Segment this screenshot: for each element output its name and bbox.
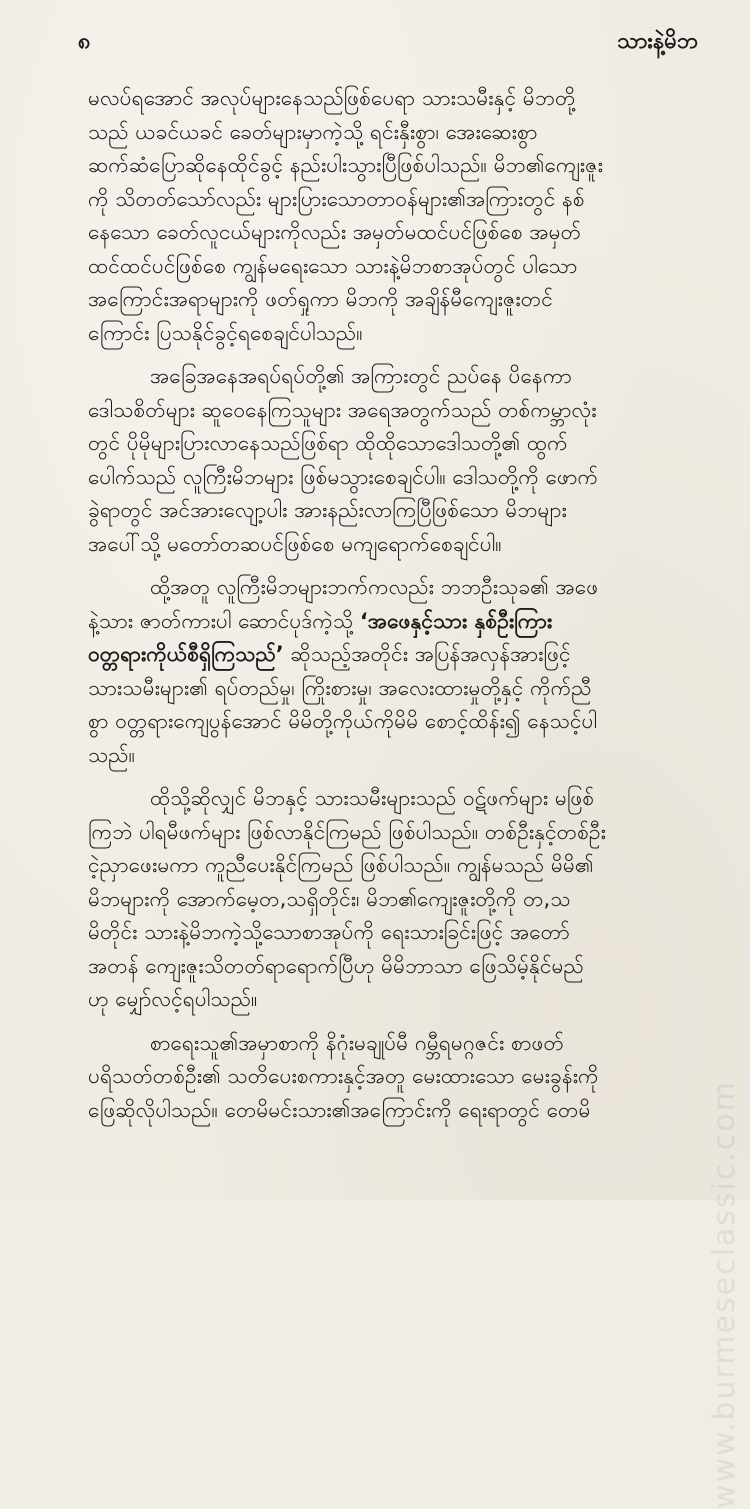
paragraph-2 [88,360,700,561]
text-line: သားသမီးများ၏ ရပ်တည်မှု၊ ကြိုးစားမှု၊ အလေးထားမှုတို့နှင့် ကိုက်ညီ [88,675,592,700]
text-line: ထိုသို့ဆိုလျှင် မိဘနှင့် သားသမီးများသည် ဝဋ်ဖက်များ မဖြစ် [150,786,595,810]
text-line: နေသော ခေတ်လူငယ်များကိုလည်း အမှတ်မထင်ပင်ဖြစ်စေ အမှတ် [88,220,582,244]
paragraph-4 [88,782,700,1017]
text-line-mixed [88,638,700,672]
text-line: ထို့အတူ လူကြီးမိဘများဘက်ကလည်း ဘဘဦးသုခ၏ အဖေ [150,575,599,599]
text-line: ငဲ့ညှာဖေးမကာ ကူညီပေးနိုင်ကြမည် ဖြစ်ပါသည်။ ကျွန်မသည် မိမိ၏ [88,853,594,877]
text-line: ကြဘဲ ပါရမီဖက်များ ဖြစ်လာနိုင်ကြမည် ဖြစ်ပါသည်။ တစ်ဦးနှင့်တစ်ဦး [88,819,606,844]
body-text [88,82,700,1137]
text-line: ပေါက်သည် လူကြီးမိဘများ ဖြစ်မသွားစေချင်ပါ။ ဒေါသတို့ကို ဖောက် [88,464,599,489]
text-line-mixed [88,605,700,639]
text-run: ဆိုသည့်အတိုင်း အပြန်အလှန်အားဖြင့် [283,642,571,666]
paragraph-5 [88,1027,700,1128]
text-line: ခွဲရာတွင် အင်အားလျော့ပါး အားနည်းလာကြပြီဖြစ်သော မိဘများ [88,498,567,522]
text-line: ဖြေဆိုလိုပါသည်။ တေမိမင်းသား၏အကြောင်းကို ရေးရာတွင် တေမိ [88,1097,591,1122]
text-line: စွာ ဝတ္တရားကျေပွန်အောင် မိမိတို့ကိုယ်ကိုမိမိ စောင့်ထိန်း၍ နေသင့်ပါ [88,709,598,733]
text-line: ဒေါသစိတ်များ ဆူဝေနေကြသူများ အရေအတွက်သည် တစ်ကမ္ဘာလုံး [88,397,597,422]
text-line: မိတိုင်း သားနဲ့မိဘကဲ့သို့သောစာအုပ်ကို ရေးသားခြင်းဖြင့် အတော် [88,920,570,944]
text-line: အကြောင်းအရာများကို ဖတ်ရှုကာ မိဘကို အချိန်မီကျေးဇူးတင် [88,287,553,311]
text-line: ထင်ထင်ပင်ဖြစ်စေ ကျွန်မရေးသော သားနဲ့မိဘစာအုပ်တွင် ပါသော [88,253,578,278]
text-line: မလပ်ရအောင် အလုပ်များနေသည်ဖြစ်ပေရာ သားသမီးနှင့် မိဘတို့ [88,86,576,110]
text-line: ကြောင်း ပြသနိုင်ခွင့်ရစေချင်ပါသည်။ [88,320,363,345]
text-line: အခြေအနေအရပ်ရပ်တို့၏ အကြားတွင် ညပ်နေ ပိနေကာ [150,364,572,388]
text-line: အပေါ်သို့ မတော်တဆပင်ဖြစ်စေ မကျရောက်စေချင်ပါ။ [88,531,502,556]
text-line: တွင် ပိုမိုများပြားလာနေသည်ဖြစ်ရာ ထိုထိုသောဒေါသတို့၏ ထွက် [88,431,568,455]
text-line: ဟု မျှော်လင့်ရပါသည်။ [88,987,258,1011]
text-line: မိဘများကို အောက်မေ့တ,သရှိတိုင်း၊ မိဘ၏ကျေးဇူးတို့ကို တ,သ [88,886,571,911]
paragraph-3 [88,571,700,772]
page-header [78,26,698,66]
text-line: ပရိသတ်တစ်ဦး၏ သတိပေးစကားနှင့်အတူ မေးထားသော မေးခွန်းကို [88,1064,599,1088]
quoted-proverb: ဝတ္တရားကိုယ်စီရှိကြသည်’ [88,642,284,666]
quoted-proverb: ‘အဖေနှင့်သား နှစ်ဦးကြား [359,608,553,633]
text-line: ကို သိတတ်သော်လည်း များပြားသောတာဝန်များ၏အကြားတွင် နစ် [88,186,585,211]
text-run: နဲ့သား ဇာတ်ကားပါ ဆောင်ပုဒ်ကဲ့သို့ [88,608,360,633]
watermark: www.burmeseclassic.com [707,1080,742,1509]
running-title: သားနဲ့မိဘ [616,29,698,54]
text-line: သည် ယခင်ယခင် ခေတ်များမှာကဲ့သို့ ရင်းနှီးစွာ၊ အေးဆေးစွာ [88,119,538,144]
page-number: ၈ [78,29,91,54]
text-line: သည်။ [88,742,135,767]
text-line: စာရေးသူ၏အမှာစာကို နိဂုံးမချုပ်မီ ဂမ္ဘီရမဂ္ဂဇင်း စာဖတ် [150,1030,564,1055]
text-line: ဆက်ဆံပြောဆိုနေထိုင်ခွင့် နည်းပါးသွားပြီဖြစ်ပါသည်။ မိဘ၏ကျေးဇူး [88,153,603,177]
text-line: အတန် ကျေးဇူးသိတတ်ရာရောက်ပြီဟု မိမိဘာသာ ဖြေသိမ့်နိုင်မည် [88,953,584,978]
paragraph-1 [88,82,700,350]
